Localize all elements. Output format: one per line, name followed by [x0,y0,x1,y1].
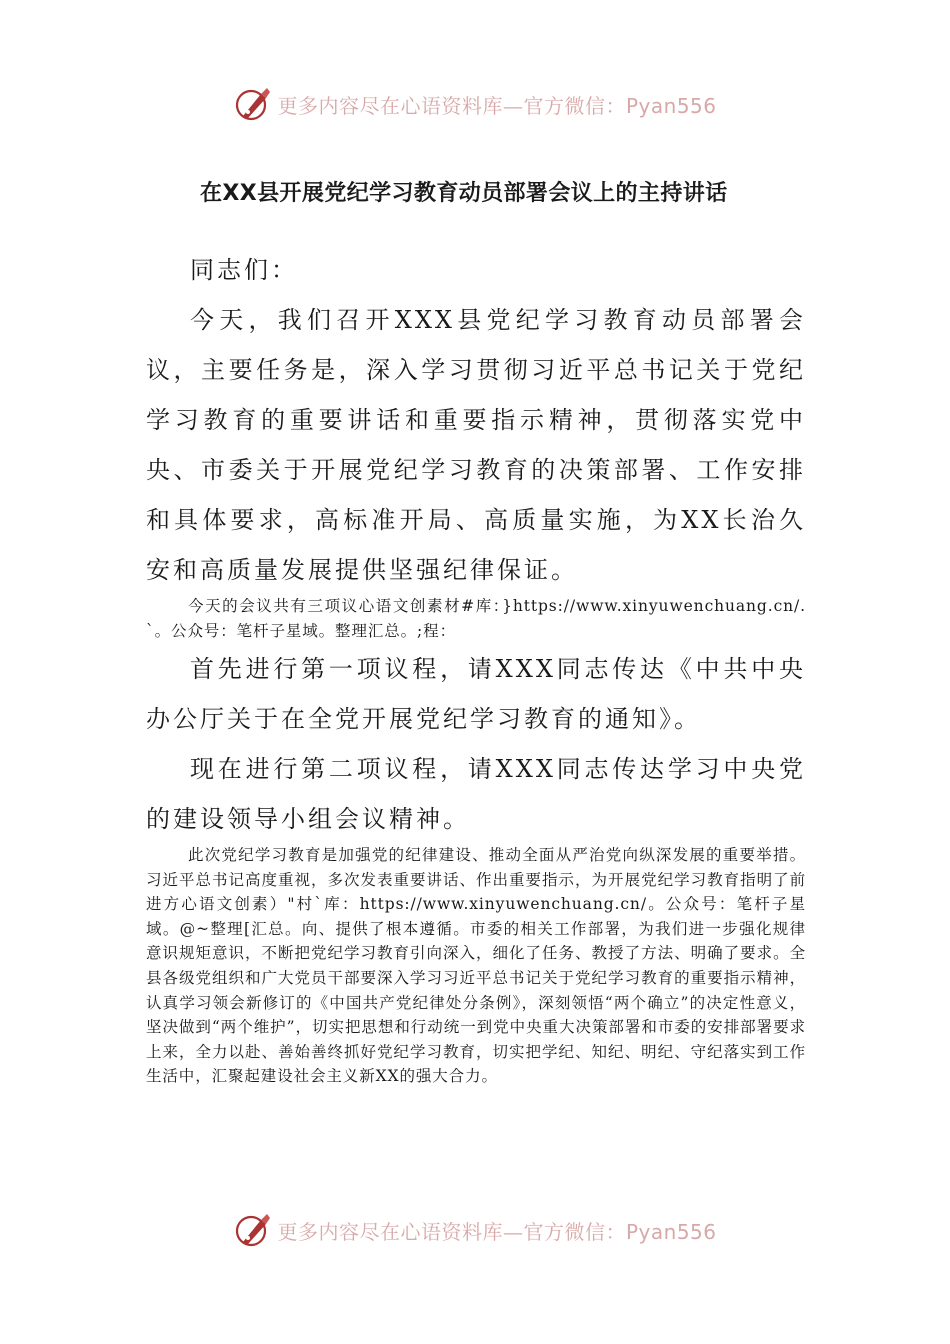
pen-nib-logo-icon [233,84,273,124]
paragraph-discipline: 此次党纪学习教育是加强党的纪律建设、推动全面从严治党向纵深发展的重要举措。习近平总书记高度重视，多次发表重要讲话、作出重要指示，为开展党纪学习教育指明了前进方心语文创素）"村`库：https://www.xinyuwenchuang.cn/。公众号：笔杆子星域。@~整理[汇总。向、提供了根本遵循。市委的相关工作部署，为我们进一步强化规律意识规矩意识，不断把党纪学习教育引向深入，细化了任务、教授了方法、明确了要求。全县各级党组织和广大党员干部要深入学习习近平总书记关于党纪学习教育的重要指示精神，认真学习领会新修订的《中国共产党纪律处分条例》，深刻领悟“两个确立”的决定性意义，坚决做到“两个维护”，切实把思想和行动统一到党中央重大决策部署和市委的安排部署要求上来，全力以赴、善始善终抓好党纪学习教育，切实把学纪、知纪、明纪、守纪落实到工作生活中，汇聚起建设社会主义新XX的强大合力。 [146,846,806,1086]
salutation: 同志们： [190,256,298,284]
paragraph-opening: 今天，我们召开XXX县党纪学习教育动员部署会议，主要任务是，深入学习贯彻习近平总书记关于党纪学习教育的重要讲话和重要指示精神，贯彻落实党中央、市委关于开展党纪学习教育的决策部署、工作安排和具体要求，高标准开局、高质量实施，为XX长治久安和高质量发展提供坚强纪律保证。 [146,306,806,584]
wechat-id: Pyan556 [625,1219,717,1244]
banner-text: 更多内容尽在心语资料库—官方微信：Pyan556 [277,1219,717,1244]
footer-banner [0,1210,950,1250]
paragraph-agenda-two: 现在进行第二项议程，请XXX同志传达学习中央党的建设领导小组会议精神。 [146,755,806,833]
pen-nib-logo-icon [233,1210,273,1250]
document-title: 在XX县开展党纪学习教育动员部署会议上的主持讲话 [200,181,728,206]
header-banner [0,84,950,124]
wechat-id: Pyan556 [625,93,717,118]
paragraph-agenda-one: 首先进行第一项议程，请XXX同志传达《中共中央办公厅关于在全党开展党纪学习教育的通知》。 [146,655,806,733]
banner-text: 更多内容尽在心语资料库—官方微信：Pyan556 [277,93,717,118]
note-agenda: 今天的会议共有三项议心语文创素材#库：}https://www.xinyuwenchuang.cn/.`。公众号：笔杆子星域。整理汇总。;程： [146,597,806,640]
